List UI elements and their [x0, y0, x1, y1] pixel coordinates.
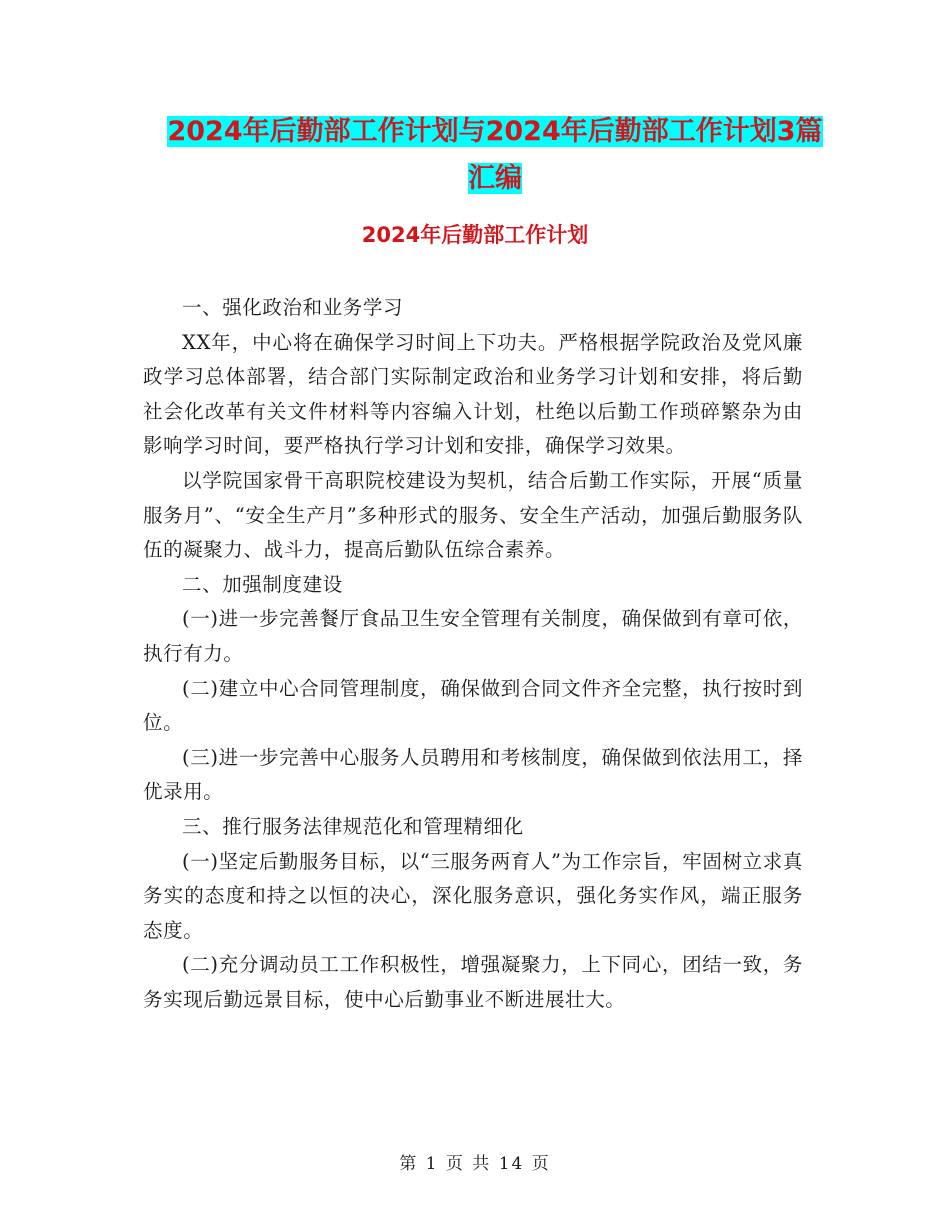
heading-2: 二、加强制度建设 — [182, 572, 343, 596]
title-line-2: 汇编 — [468, 163, 522, 194]
paragraph: (一)进一步完善餐厅食品卫生安全管理有关制度，确保做到有章可依，执行有力。 — [143, 607, 803, 665]
paragraph: 以学院国家骨干高职院校建设为契机，结合后勤工作实际，开展“质量服务月”、“安全生产月”多种形式的服务、安全生产活动，加强后勤服务队伍的凝聚力、战斗力，提高后勤队伍综合素养。 — [143, 468, 803, 562]
paragraph: (二)充分调动员工工作积极性，增强凝聚力，上下同心，团结一致，务务实现后勤远景目标，使中心后勤事业不断进展壮大。 — [143, 953, 803, 1011]
page-footer: 第 1 页 共 14 页 — [399, 1154, 551, 1174]
title-line-1: 2024年后勤部工作计划与2024年后勤部工作计划3篇 — [167, 116, 823, 147]
paragraph: XX年，中心将在确保学习时间上下功夫。严格根据学院政治及党风廉政学习总体部署，结合部门实际制定政治和业务学习计划和安排，将后勤社会化改革有关文件材料等内容编入计划，杜绝以后勤工作琐碎繁杂为由影响学习时间，要严格执行学习计划和安排，确保学习效果。 — [143, 330, 803, 458]
document-title — [140, 108, 850, 202]
paragraph: (二)建立中心合同管理制度，确保做到合同文件齐全完整，执行按时到位。 — [143, 676, 803, 735]
paragraph: (一)坚定后勤服务目标，以“三服务两育人”为工作宗旨，牢固树立求真务实的态度和持之以恒的决心，深化服务意识，强化务实作风，端正服务态度。 — [143, 849, 803, 942]
paragraph: (三)进一步完善中心服务人员聘用和考核制度，确保做到依法用工，择优录用。 — [143, 745, 803, 804]
document-body — [143, 291, 803, 1017]
heading-3: 三、推行服务法律规范化和管理精细化 — [182, 814, 524, 838]
heading-1: 一、强化政治和业务学习 — [182, 296, 404, 319]
section-title: 2024年后勤部工作计划 — [361, 223, 589, 247]
